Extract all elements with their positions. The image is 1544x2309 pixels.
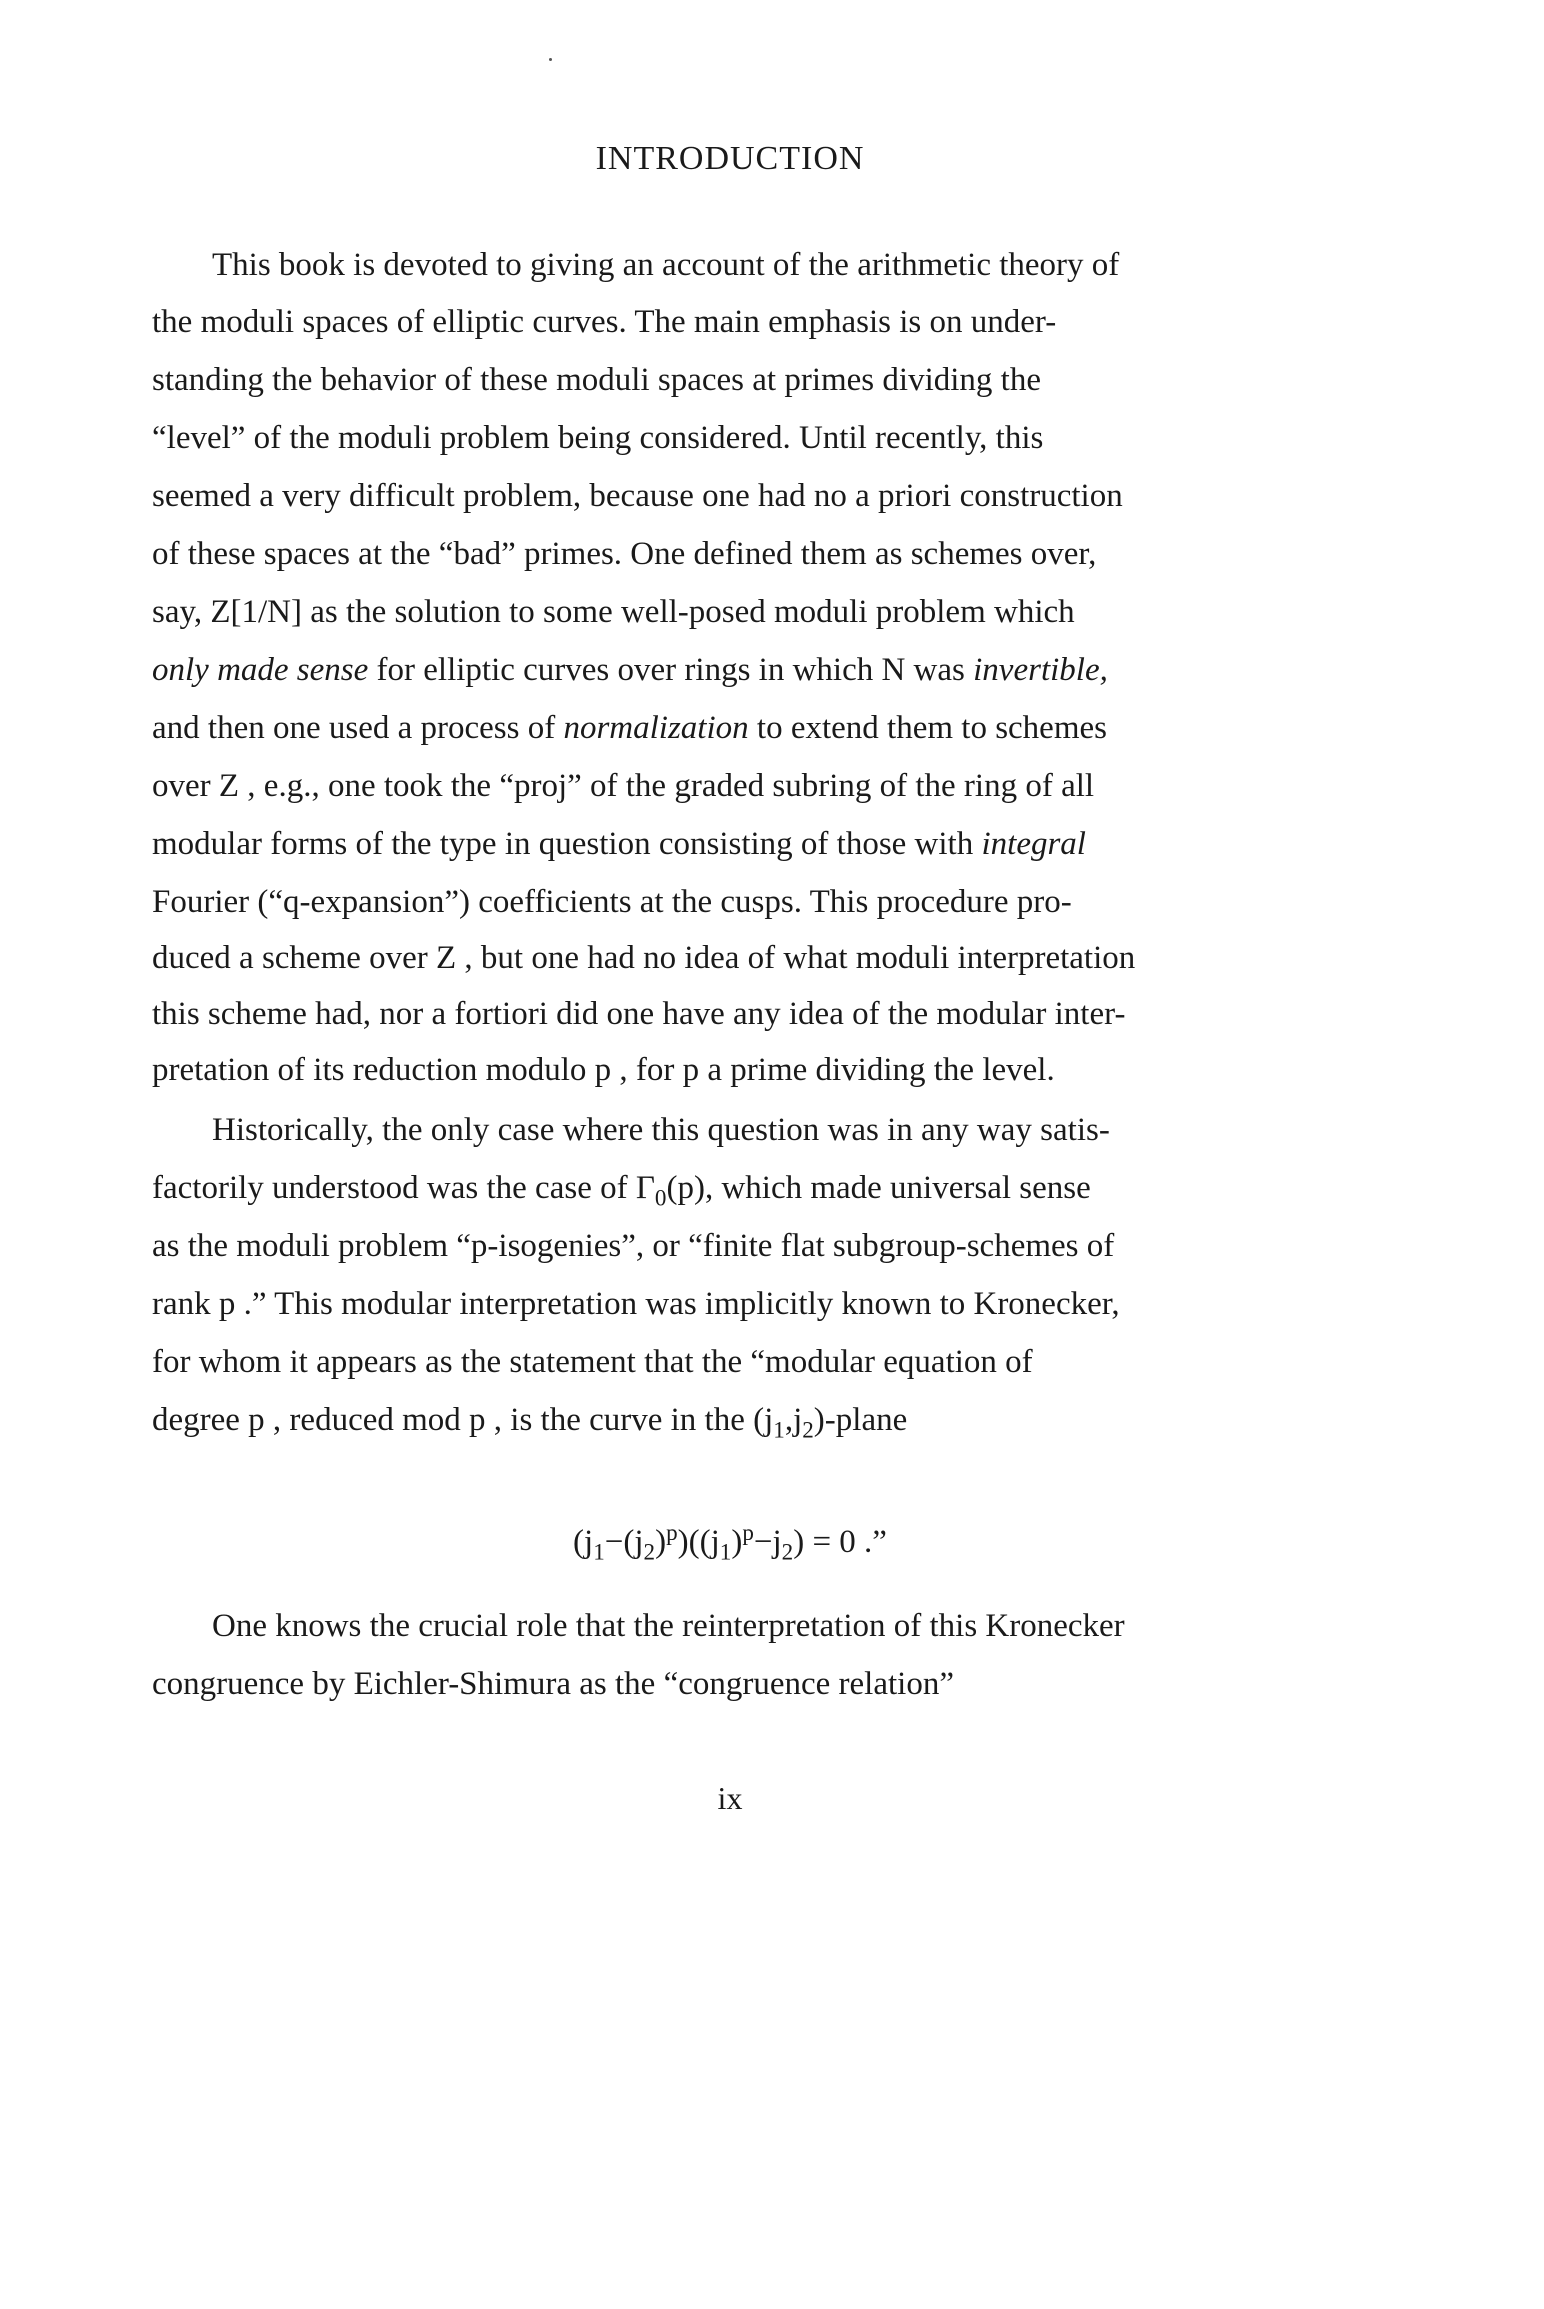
text-run: ) = 0 .” [793,1524,887,1560]
subscript: 1 [773,1416,785,1443]
text-run: standing the behavior of these moduli spaces at primes dividing the [152,362,1041,398]
text-line [152,1168,1091,1218]
text-line [152,938,1135,978]
text-line [212,1110,1110,1150]
text-run: rank p .” This modular interpretation was implicitly known to Kronecker, [152,1286,1120,1322]
italic-text: integral [981,826,1086,862]
text-line [152,1226,1114,1266]
superscript: p [666,1519,678,1545]
text-run: to extend them to schemes [748,710,1107,746]
display-equation [0,1512,1460,1572]
text-line [152,1342,1033,1382]
text-run: pretation of its reduction modulo p , for p a prime dividing the level. [152,1052,1055,1088]
italic-text: invertible, [973,652,1108,688]
text-line [152,534,1096,574]
text-run: ) [655,1524,667,1560]
text-run: This book is devoted to giving an account of the arithmetic theory of [212,247,1120,283]
text-line [152,302,1056,342]
speck [549,58,552,61]
text-run: (p), which made universal sense [666,1170,1091,1206]
text-line [152,592,1075,632]
text-run: modular forms of the type in question consisting of those with [152,826,982,862]
page-title: INTRODUCTION [595,140,865,177]
text-line [212,245,1119,285]
text-run: Fourier (“q-expansion”) coefficients at the cusps. This procedure pro- [152,884,1072,920]
text-run: Historically, the only case where this question was in any way satis- [212,1112,1110,1148]
text-run: )((j [677,1524,720,1560]
text-line [152,882,1072,922]
text-run: for elliptic curves over rings in which N was [368,652,974,688]
text-line [152,1284,1120,1324]
text-run: over Z , e.g., one took the “proj” of the graded subring of the ring of all [152,768,1095,804]
text-run: duced a scheme over Z , but one had no idea of what moduli interpretation [152,940,1136,976]
subscript: 0 [654,1184,667,1211]
text-line [152,360,1041,400]
text-run: ) [731,1524,743,1560]
text-run: )-plane [813,1402,908,1438]
subscript: 2 [643,1538,656,1565]
text-run: of these spaces at the “bad” primes. One defined them as schemes over, [152,536,1097,572]
text-run: congruence by Eichler-Shimura as the “congruence relation” [152,1666,954,1702]
text-run: say, Z[1/N] as the solution to some well-posed moduli problem which [152,594,1075,630]
text-line [152,1400,907,1450]
text-run: −(j [604,1524,644,1560]
italic-text: only made sense [152,652,369,688]
text-line [152,1050,1055,1090]
superscript: p [742,1519,754,1545]
text-run: “level” of the moduli problem being considered. Until recently, this [152,420,1044,456]
text-run: factorily understood was the case of Γ [152,1170,655,1206]
text-run: as the moduli problem “p-isogenies”, or “finite flat subgroup-schemes of [152,1228,1115,1264]
subscript: 2 [781,1538,794,1565]
text-line [212,1606,1125,1646]
page-number: ix [717,1780,743,1816]
subscript: 1 [719,1538,732,1565]
text-line [152,994,1125,1034]
text-line [152,476,1123,516]
text-run: and then one used a process of [152,710,564,746]
text-line [152,418,1043,458]
text-run: (j [573,1524,594,1560]
italic-text: normalization [563,710,749,746]
text-run: −j [753,1524,782,1560]
text-run: seemed a very difficult problem, because one had no a priori construction [152,478,1123,514]
text-run: the moduli spaces of elliptic curves. The main emphasis is on under- [152,304,1057,340]
text-run: degree p , reduced mod p , is the curve in the (j [152,1402,774,1438]
text-run: for whom it appears as the statement that the “modular equation of [152,1344,1033,1380]
subscript: 2 [802,1416,814,1443]
subscript: 1 [593,1538,605,1565]
text-line [152,766,1094,806]
text-run: ,j [784,1402,803,1438]
text-run: One knows the crucial role that the reinterpretation of this Kronecker [212,1608,1125,1644]
text-line [152,1664,954,1704]
text-line [152,650,1108,690]
text-run: this scheme had, nor a fortiori did one have any idea of the modular inter- [152,996,1126,1032]
text-line [152,708,1107,748]
text-line [152,824,1086,864]
